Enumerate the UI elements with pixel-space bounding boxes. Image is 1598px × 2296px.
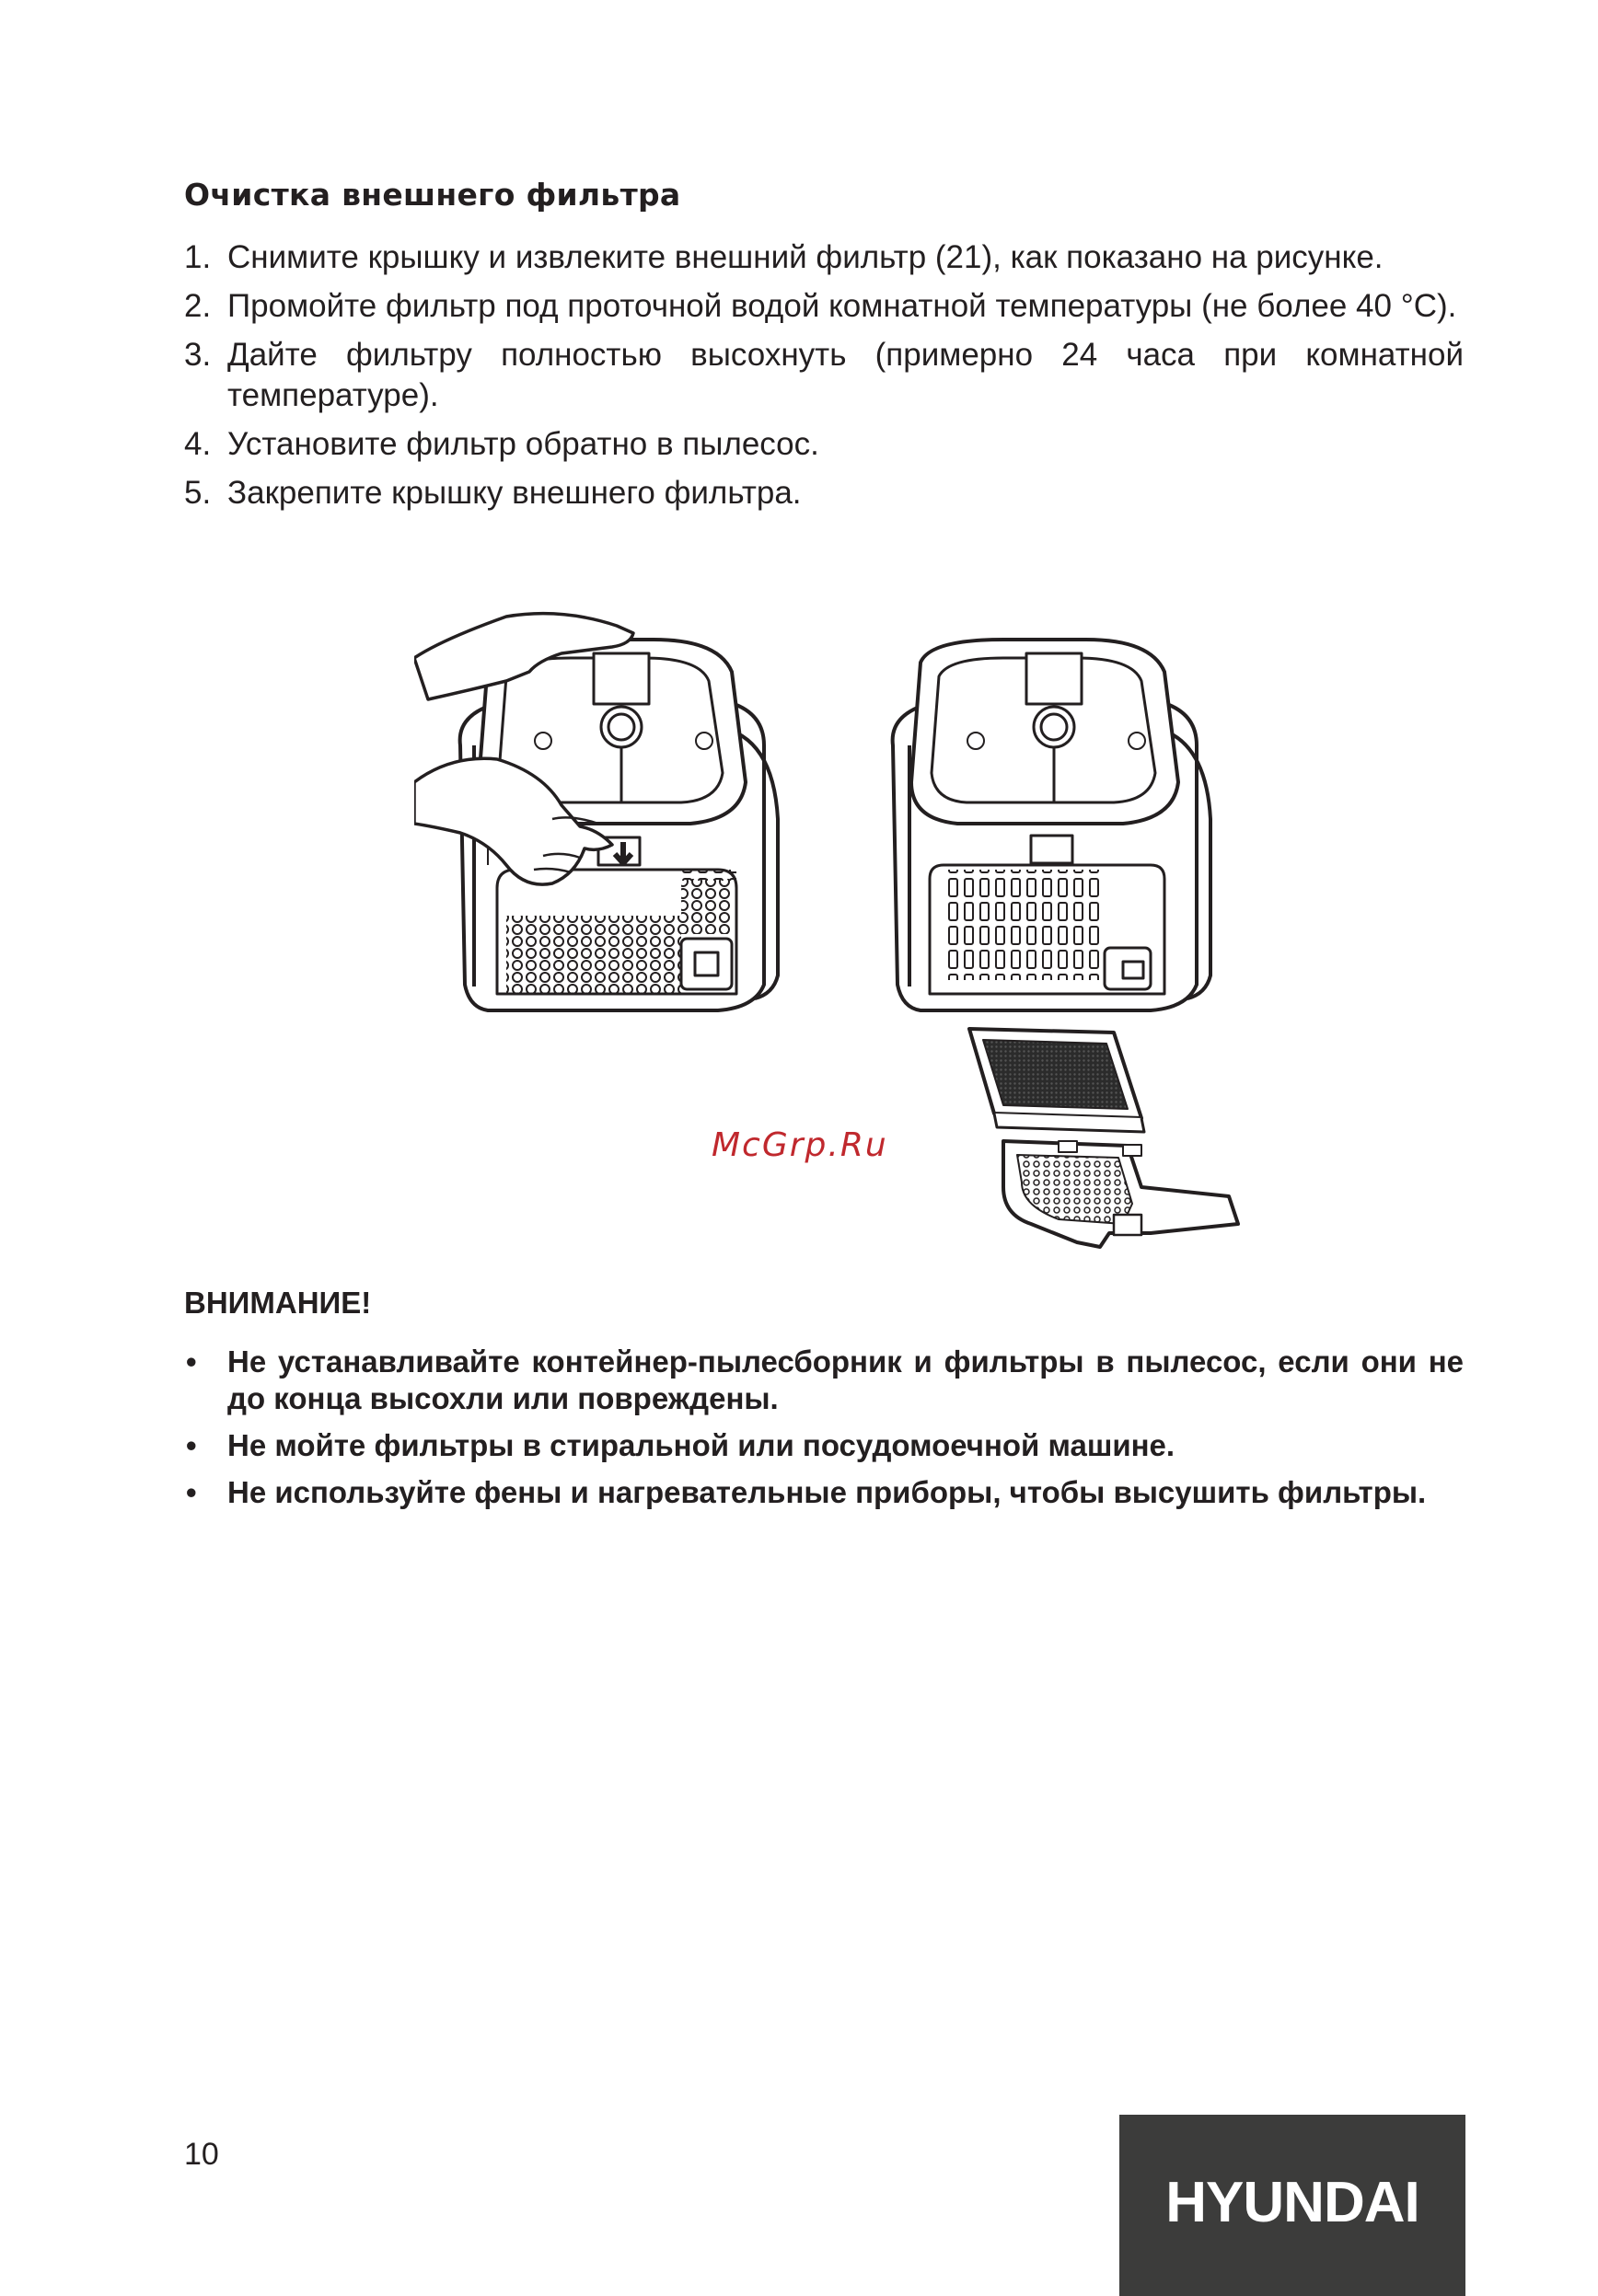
warning-text: Не мойте фильтры в стиральной или посудомоечной машине. <box>227 1428 1175 1462</box>
step-text: Дайте фильтру полностью высохнуть (примерно 24 часа при комнатной температуре). <box>227 337 1464 413</box>
step-number: 5. <box>184 475 212 511</box>
step-text: Закрепите крышку внешнего фильтра. <box>227 475 802 511</box>
list-item <box>184 1474 1464 1511</box>
watermark: McGrp.Ru <box>712 1126 888 1164</box>
step-number: 2. <box>184 288 212 324</box>
filter-cover-illustration <box>1003 1141 1238 1247</box>
filter-illustration <box>969 1029 1144 1132</box>
step-text: Промойте фильтр под проточной водой комнатной температуры (не более 40 °С). <box>227 288 1457 324</box>
list-item <box>184 424 1464 465</box>
warning-text: Не устанавливайте контейнер-пылесборник и фильтры в пылесос, если они не до конца высохли или повреждены. <box>227 1344 1464 1415</box>
list-item <box>184 1344 1464 1417</box>
step-text: Установите фильтр обратно в пылесос. <box>227 426 819 462</box>
vacuum-right <box>893 640 1210 1010</box>
step-number: 1. <box>184 239 212 275</box>
brand-name: HYUNDAI <box>1165 2171 1419 2234</box>
section-title: Очистка внешнего фильтра <box>184 177 681 213</box>
list-item <box>184 335 1464 416</box>
vacuum-filter-illustration <box>414 589 1243 1270</box>
list-item <box>184 286 1464 327</box>
warning-title: ВНИМАНИЕ! <box>184 1286 372 1320</box>
warning-text: Не используйте фены и нагревательные приборы, чтобы высушить фильтры. <box>227 1475 1427 1509</box>
list-item <box>184 1427 1464 1464</box>
brand-logo <box>1119 2115 1465 2296</box>
steps-list <box>184 237 1464 522</box>
step-number: 4. <box>184 426 212 462</box>
list-item <box>184 237 1464 278</box>
step-text: Снимите крышку и извлеките внешний фильтр (21), как показано на рисунке. <box>227 239 1384 275</box>
bullet-icon: • <box>186 1428 197 1462</box>
bullet-icon: • <box>186 1475 197 1509</box>
bullet-icon: • <box>186 1344 197 1379</box>
warning-list <box>184 1344 1464 1521</box>
page-number: 10 <box>184 2137 219 2172</box>
step-number: 3. <box>184 337 212 373</box>
list-item <box>184 473 1464 513</box>
